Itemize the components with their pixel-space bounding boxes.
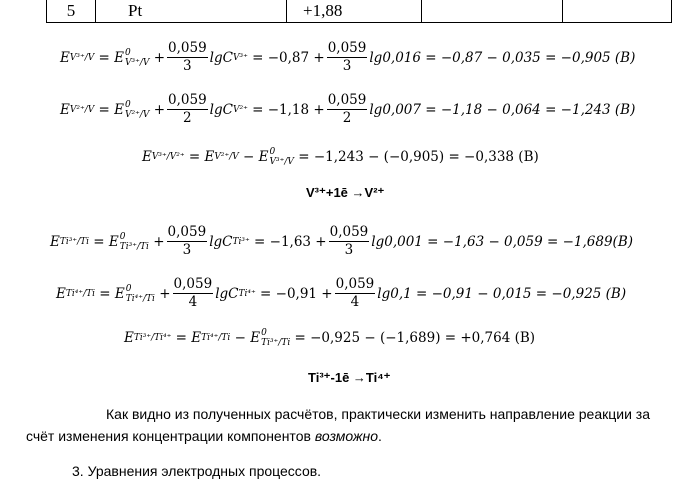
equation-v-diff-result: = −1,243 − (−0,905) = −0,338 (B) — [298, 149, 539, 165]
equation-v2-frac-den: 2 — [342, 110, 352, 126]
table-row — [47, 0, 672, 23]
data-table — [46, 0, 672, 23]
table-cell-empty-2 — [563, 0, 672, 23]
equation-ti4: E Ti⁴⁺/Ti = E 0 Ti⁴⁺/Ti + $\frac{0,059}{4}$ lgC Ti⁴⁺ = −0,91 + $\frac{0,059}{4}$ lg0,1 = −0,91 − 0,015 = −0,925 (B) — [56, 276, 627, 310]
equation-v2: E V²⁺/V = E 0 V²⁺/V + $\frac{0,059}{2}$ lgC V²⁺ = −1,18 + $\frac{0,059}{2}$ lg0,007 = −1,18 − 0,064 = −1,243 (B) — [60, 92, 636, 126]
equation-v-diff: E V³⁺/V²⁺ = E V²⁺/V − E 0 V³⁺/V = −1,243 − (−0,905) = −0,338 (B) — [142, 147, 539, 167]
equation-v2-tail: = −1,18 + — [252, 101, 325, 118]
equation-ti4-result: lg0,1 = −0,91 − 0,015 = −0,925 (B) — [377, 285, 627, 302]
equation-v2-frac-num: 0,059 — [327, 92, 367, 108]
table-cell-empty-1 — [422, 0, 563, 23]
table-cell-element: Pt — [96, 0, 287, 23]
reaction-v — [306, 185, 384, 201]
equation-v2-result: lg0,007 = −1,18 − 0,064 = −1,243 (B) — [369, 101, 636, 118]
equation-v3-tail: = −0,87 + — [252, 49, 325, 66]
equation-v3-frac-num: 0,059 — [327, 40, 367, 56]
equation-v3: E V³⁺/V = E 0 V³⁺/V + $\frac{0,059}{3}$ lgC V³⁺ = −0,87 + $\frac{0,059}{3}$ lg0,016 = −0,87 − 0,035 = −0,905 (B) — [60, 40, 636, 74]
equation-ti-diff: E Ti³⁺/Ti⁴⁺ = E Ti⁴⁺/Ti − E 0 Ti³⁺/Ti = −0,925 − (−1,689) = +0,764 (B) — [124, 328, 536, 348]
equation-ti3: E Ti³⁺/Ti = E 0 Ti³⁺/Ti + $\frac{0,059}{3}$ lgC Ti³⁺ = −1,63 + $\frac{0,059}{3}$ lg0,001 = −1,63 − 0,059 = −1,689(B) — [50, 224, 634, 258]
equation-v3-frac-den: 3 — [342, 58, 352, 74]
reaction-ti — [308, 370, 391, 386]
conclusion-text: Как видно из полученных расчётов, практически изменить направление реакции за счёт изменения концентрации компонентов — [26, 406, 650, 444]
conclusion-emphasis: возможно — [314, 428, 378, 444]
table-cell-number: 5 — [47, 0, 96, 23]
equation-ti3-result: lg0,001 = −1,63 − 0,059 = −1,689(B) — [371, 233, 634, 250]
equation-ti4-frac-den: 4 — [350, 294, 360, 310]
reaction-v-text: V³⁺+1ē →V²⁺ — [306, 185, 385, 200]
equation-ti3-tail: = −1,63 + — [254, 233, 327, 250]
conclusion-end: . — [378, 428, 382, 444]
equation-ti3-frac-num: 0,059 — [329, 224, 369, 240]
reaction-ti-text: Ti³⁺-1ē →Ti⁴⁺ — [308, 370, 391, 385]
section-heading: 3. Уравнения электродных процессов. — [72, 463, 322, 479]
equation-ti4-frac-num: 0,059 — [335, 276, 375, 292]
table-cell-potential: +1,88 — [287, 0, 422, 23]
equation-ti-diff-result: = −0,925 − (−1,689) = +0,764 (B) — [294, 330, 536, 346]
equation-ti3-frac-den: 3 — [344, 242, 354, 258]
equation-ti4-tail: = −0,91 + — [260, 285, 333, 302]
equation-v3-result: lg0,016 = −0,87 − 0,035 = −0,905 (B) — [369, 49, 636, 66]
conclusion-paragraph — [26, 403, 666, 447]
